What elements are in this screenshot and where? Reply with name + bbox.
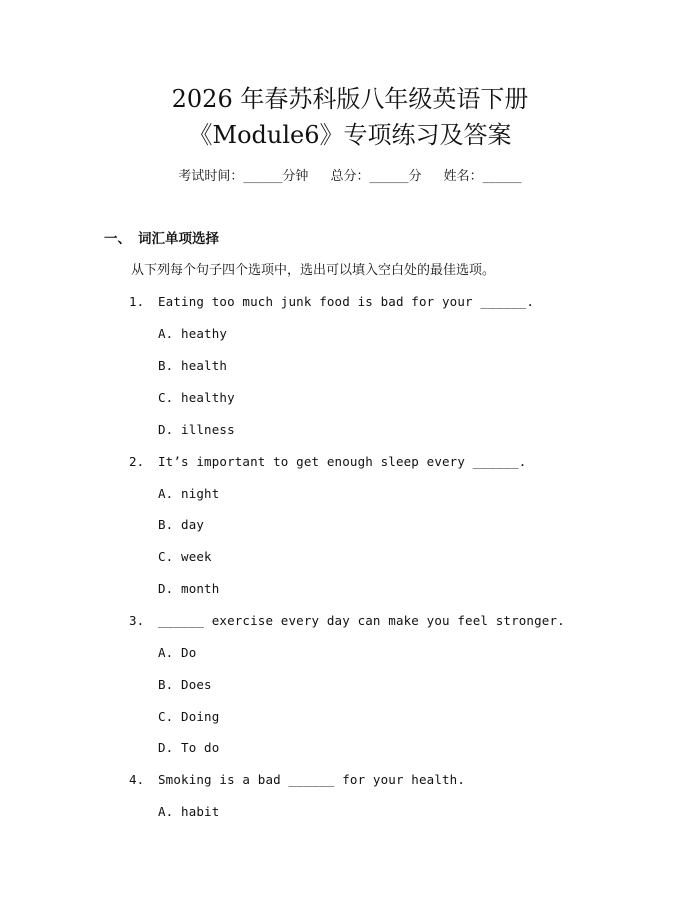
question-number: 4. bbox=[129, 772, 145, 787]
total-score-field: 总分：______分 bbox=[330, 169, 422, 184]
answer-option: A. Do bbox=[158, 645, 197, 660]
answer-option: B. Does bbox=[158, 677, 212, 692]
question-number: 3. bbox=[129, 613, 145, 628]
answer-option: C. Doing bbox=[158, 709, 220, 724]
answer-option: C. week bbox=[158, 549, 212, 564]
answer-option: A. heathy bbox=[158, 326, 228, 341]
section-title: 词汇单项选择 bbox=[138, 231, 219, 247]
answer-option: A. habit bbox=[158, 804, 220, 819]
question-text: It’s important to get enough sleep every ______. bbox=[158, 454, 527, 469]
question-text: ______ exercise every day can make you feel stronger. bbox=[158, 613, 565, 628]
question-number: 2. bbox=[129, 454, 145, 469]
section-instruction: 从下列每个句子四个选项中，选出可以填入空白处的最佳选项。 bbox=[131, 263, 496, 278]
section-heading bbox=[104, 230, 219, 248]
exam-time-field: 考试时间：______分钟 bbox=[178, 169, 309, 184]
answer-option: D. illness bbox=[158, 422, 235, 437]
answer-option: C. healthy bbox=[158, 390, 235, 405]
answer-option: A. night bbox=[158, 486, 220, 501]
answer-option: D. month bbox=[158, 581, 220, 596]
answer-option: B. day bbox=[158, 517, 205, 532]
question-number: 1. bbox=[129, 294, 145, 309]
exam-info bbox=[0, 168, 700, 186]
document-title-line-2: 《Module6》专项练习及答案 bbox=[188, 121, 512, 149]
question-text: Eating too much junk food is bad for your ______. bbox=[158, 294, 535, 309]
answer-option: D. To do bbox=[158, 740, 220, 755]
answer-option: B. health bbox=[158, 358, 228, 373]
student-name-field: 姓名：______ bbox=[443, 169, 522, 184]
document-title-line-1: 2026 年春苏科版八年级英语下册 bbox=[171, 85, 529, 113]
question-text: Smoking is a bad ______ for your health. bbox=[158, 772, 466, 787]
section-number: 一、 bbox=[104, 231, 131, 247]
